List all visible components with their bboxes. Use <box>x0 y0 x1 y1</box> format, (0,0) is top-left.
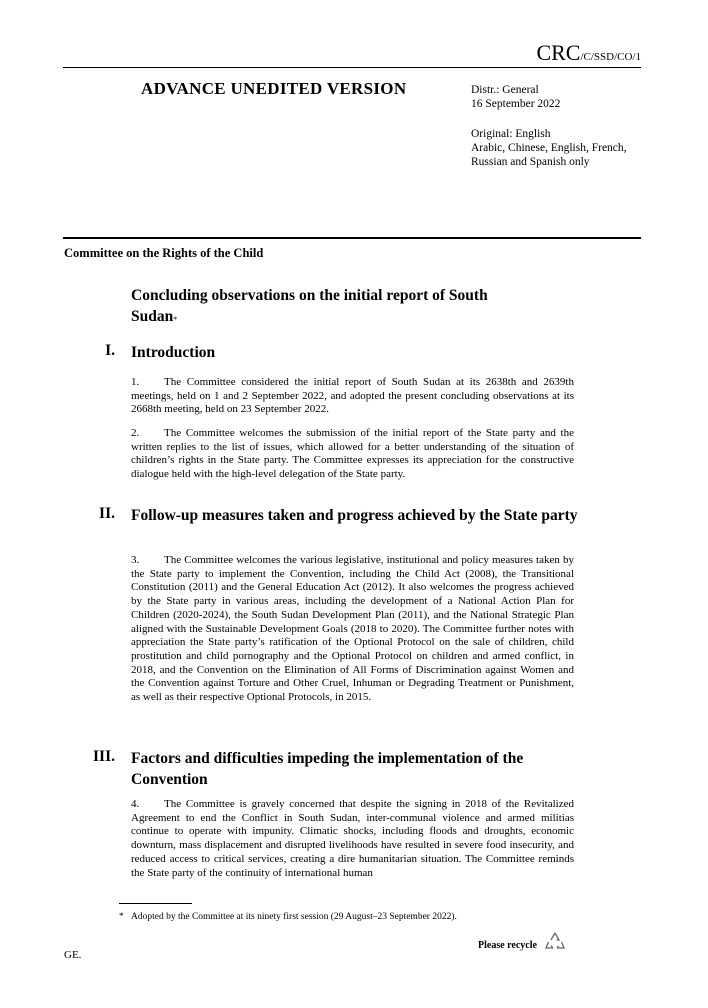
paragraph-text: The Committee is gravely concerned that despite the signing in 2018 of the Revitalized Agreement to end the Conflict in South Sudan, inter-communal violence and armed militias continue to operate with impunity. Climatic shocks, including floods and droughts, economic downturn, mass displacement and disrupted livelihoods have resulted in severe food insecurity, and reduced access to critical services, creating a dire humanitarian situation. The Committee reminds the State party of the continuity of international human <box>131 798 574 879</box>
job-number: GE. <box>64 949 82 961</box>
committee-name: Committee on the Rights of the Child <box>64 246 264 260</box>
footnote-text: Adopted by the Committee at its ninety first session (29 August–23 September 2022). <box>131 912 457 922</box>
paragraph-number: 4. <box>131 798 140 810</box>
document-title <box>131 285 531 327</box>
section-heading: Introduction <box>131 344 216 361</box>
symbol-suffix: /C/SSD/CO/1 <box>580 51 641 63</box>
distr-label: Distr.: General <box>471 84 539 96</box>
language-block <box>471 127 627 169</box>
symbol-main: CRC <box>536 40 581 65</box>
paragraph <box>131 427 574 482</box>
header-thick-rule <box>63 237 641 239</box>
paragraph-text: The Committee considered the initial report of South Sudan at its 2638th and 2639th meetings, held on 1 and 2 September 2022, and adopted the present concluding observations at its 2668th meeting, held on 23 September 2022. <box>131 376 574 416</box>
issue-date: 16 September 2022 <box>471 98 561 110</box>
paragraph-number: 3. <box>131 554 140 566</box>
section-heading: Follow-up measures taken and progress achieved by the State party <box>131 507 578 524</box>
original-language: Original: English <box>471 128 551 140</box>
paragraph <box>131 798 574 880</box>
title-footnote-mark: * <box>173 315 178 324</box>
languages-line-1: Arabic, Chinese, English, French, <box>471 142 627 154</box>
section-heading: Factors and difficulties impeding the implementation of the Convention <box>131 750 524 788</box>
section-number: III. <box>93 748 115 765</box>
footnote-mark: * <box>119 912 124 922</box>
section-number: I. <box>105 342 115 359</box>
paragraph-text: The Committee welcomes the various legislative, institutional and policy measures taken by the State party to implement the Convention, including the Child Act (2008), the Transitional Constitution (2011) and the General Education Act (2012). It also welcomes the progress achieved by the State party in various areas, including the development of a National Action Plan for Children (2020-2024), the South Sudan Development Plan (2011), and the National Strategic Plan aligned with the Sustainable Development Goals (2018 to 2020). The Committee further notes with appreciation the State party’s ratification of the Optional Protocol on the sale of children, child prostitution and child pornography and the Optional Protocol on children and armed conflict, in 2018, and the Convention on the Elimination of All Forms of Discrimination against Women and the Convention against Torture and Other Cruel, Inhuman or Degrading Treatment or Punishment, as well as their respective Optional Protocols, in 2015. <box>131 554 574 704</box>
advance-unedited-banner: ADVANCE UNEDITED VERSION <box>141 79 407 98</box>
footnote <box>119 912 457 922</box>
paragraph <box>131 376 574 417</box>
paragraph-number: 2. <box>131 427 140 439</box>
please-recycle-label: Please recycle <box>478 940 537 951</box>
recycle-icon <box>543 930 567 954</box>
document-symbol <box>536 40 641 66</box>
section-number: II. <box>99 505 115 522</box>
paragraph-text: The Committee welcomes the submission of the initial report of the State party and the written replies to the list of issues, which allowed for a better understanding of the situation of children’s rights in the State party. The Committee expresses its appreciation for the constructive dialogue held with the high-level delegation of the State party. <box>131 427 574 481</box>
paragraph-number: 1. <box>131 376 140 388</box>
distribution-block <box>471 83 560 111</box>
paragraph <box>131 554 574 705</box>
document-title-text: Concluding observations on the initial report of South Sudan <box>131 287 488 325</box>
footnote-rule <box>119 903 192 904</box>
languages-line-2: Russian and Spanish only <box>471 156 590 168</box>
header-top-rule <box>63 67 641 68</box>
